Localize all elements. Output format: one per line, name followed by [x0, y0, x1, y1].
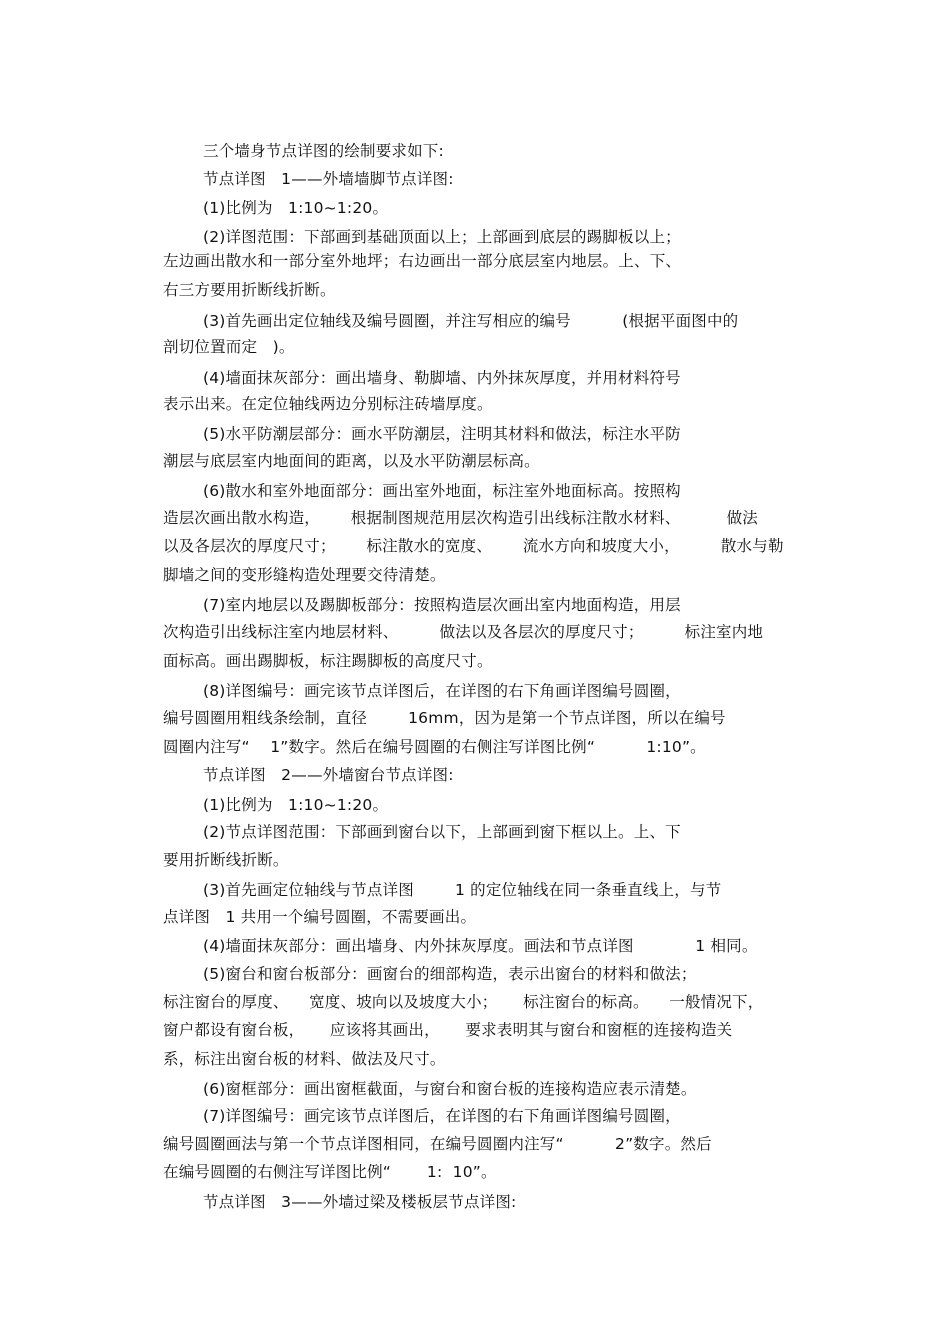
text-line: 次构造引出线标注室内地层材料、 做法以及各层次的厚度尺寸； 标注室内地	[163, 623, 764, 641]
text-line: 剖切位置而定 )。	[163, 338, 295, 356]
text-line: 左边画出散水和一部分室外地坪；右边画出一部分底层室内地层。上、下、	[163, 252, 682, 270]
text-line: 在编号圆圈的右侧注写详图比例“ 1: 10”。	[163, 1163, 497, 1181]
text-line: (3)首先画定位轴线与节点详图 1 的定位轴线在同一条垂直线上，与节	[203, 881, 722, 899]
section-heading-detail-1: 节点详图 1——外墙墙脚节点详图:	[203, 170, 454, 188]
text-line: 右三方要用折断线折断。	[163, 281, 336, 299]
text-line: 窗户都设有窗台板， 应该将其画出， 要求表明其与窗台和窗框的连接构造关	[163, 1021, 733, 1039]
section-heading-detail-2: 节点详图 2——外墙窗台节点详图:	[203, 766, 454, 784]
text-line: 造层次画出散水构造， 根据制图规范用层次构造引出线标注散水材料、 做法	[163, 509, 759, 527]
text-line: (6)散水和室外地面部分：画出室外地面，标注室外地面标高。按照构	[203, 482, 681, 500]
text-line: (3)首先画出定位轴线及编号圆圈，并注写相应的编号 (根据平面图中的	[203, 312, 739, 330]
text-line: (7)室内地层以及踢脚板部分：按照构造层次画出室内地面构造，用层	[203, 596, 681, 614]
text-line: 编号圆圈画法与第一个节点详图相同，在编号圆圈内注写“ 2”数字。然后	[163, 1135, 712, 1153]
text-line: (5)窗台和窗台板部分：画窗台的细部构造，表示出窗台的材料和做法；	[203, 965, 697, 983]
text-line: (2)节点详图范围：下部画到窗台以下，上部画到窗下框以上。上、下	[203, 823, 681, 841]
text-line: (4)墙面抹灰部分：画出墙身、勒脚墙、内外抹灰厚度，并用材料符号	[203, 369, 681, 387]
text-line: (1)比例为 1:10~1:20。	[203, 199, 389, 217]
text-line: (2)详图范围：下部画到基础顶面以上；上部画到底层的踢脚板以上；	[203, 228, 681, 246]
text-line: 要用折断线折断。	[163, 851, 289, 869]
text-line: 圆圈内注写“ 1”数字。然后在编号圆圈的右侧注写详图比例“ 1:10”。	[163, 738, 706, 756]
text-line: 三个墙身节点详图的绘制要求如下:	[203, 142, 444, 160]
text-line: (4)墙面抹灰部分：画出墙身、内外抹灰厚度。画法和节点详图 1 相同。	[203, 937, 758, 955]
text-line: (1)比例为 1:10~1:20。	[203, 796, 389, 814]
text-line: (7)详图编号：画完该节点详图后，在详图的右下角画详图编号圆圈，	[203, 1107, 681, 1125]
text-line: 潮层与底层室内地面间的距离，以及水平防潮层标高。	[163, 452, 540, 470]
text-line: 面标高。画出踢脚板，标注踢脚板的高度尺寸。	[163, 652, 493, 670]
text-line: (8)详图编号：画完该节点详图后，在详图的右下角画详图编号圆圈，	[203, 682, 681, 700]
text-line: (6)窗框部分：画出窗框截面，与窗台和窗台板的连接构造应表示清楚。	[203, 1080, 697, 1098]
text-line: 表示出来。在定位轴线两边分别标注砖墙厚度。	[163, 395, 493, 413]
text-line: 编号圆圈用粗线条绘制，直径 16mm，因为是第一个节点详图，所以在编号	[163, 709, 726, 727]
text-line: 脚墙之间的变形缝构造处理要交待清楚。	[163, 566, 446, 584]
text-line: 系，标注出窗台板的材料、做法及尺寸。	[163, 1050, 446, 1068]
section-heading-detail-3: 节点详图 3——外墙过梁及楼板层节点详图:	[203, 1193, 517, 1211]
text-line: (5)水平防潮层部分：画水平防潮层，注明其材料和做法，标注水平防	[203, 425, 681, 443]
text-line: 点详图 1 共用一个编号圆圈，不需要画出。	[163, 908, 477, 926]
text-line: 以及各层次的厚度尺寸； 标注散水的宽度、 流水方向和坡度大小， 散水与勒	[163, 537, 784, 555]
text-line: 标注窗台的厚度、 宽度、坡向以及坡度大小； 标注窗台的标高。 一般情况下，	[163, 993, 764, 1011]
